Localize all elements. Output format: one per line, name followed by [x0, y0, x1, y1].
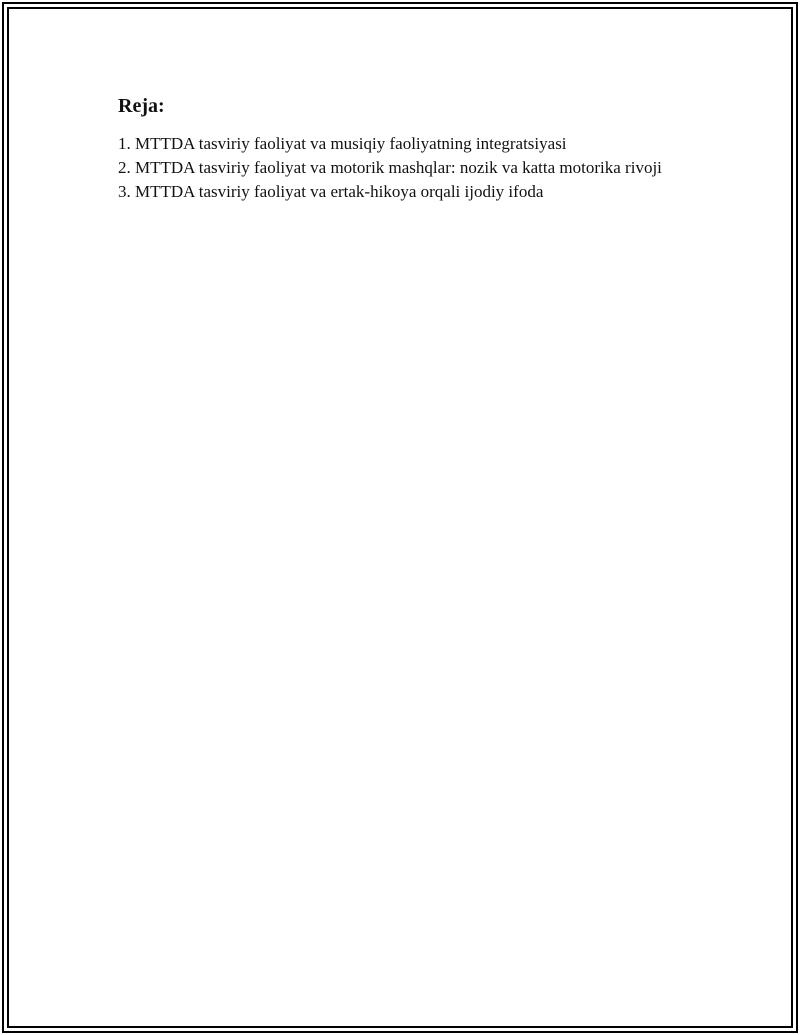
plan-list: [118, 132, 678, 204]
plan-heading: Reja:: [118, 95, 165, 117]
plan-item-1: 1. MTTDA tasviriy faoliyat va musiqiy faoliyatning integratsiyasi: [118, 134, 567, 153]
plan-item-2: 2. MTTDA tasviriy faoliyat va motorik mashqlar: nozik va katta motorika rivoji: [118, 158, 662, 177]
plan-section: [118, 94, 678, 204]
plan-item-3: 3. MTTDA tasviriy faoliyat va ertak-hikoya orqali ijodiy ifoda: [118, 182, 544, 201]
